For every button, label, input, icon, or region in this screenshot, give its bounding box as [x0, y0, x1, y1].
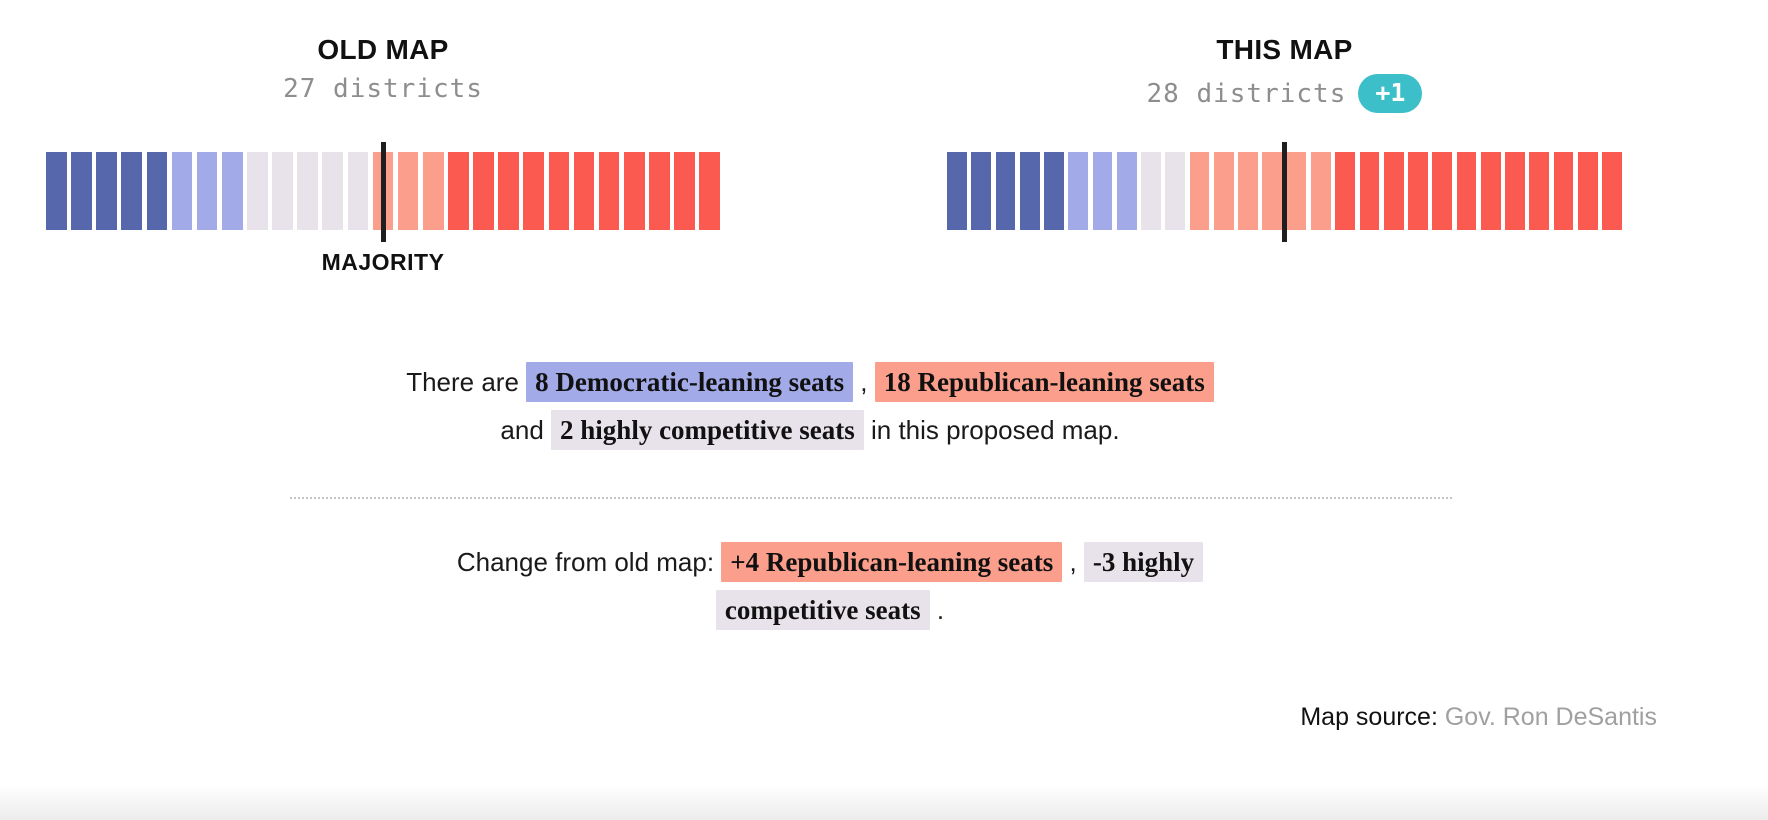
seat-bar-rep-strong [699, 152, 720, 230]
seat-bar-dem-strong [147, 152, 168, 230]
highlight-comp: -3 highly [1084, 542, 1203, 582]
seat-bar-rep-strong [1408, 152, 1428, 230]
seat-bar-dem-lean [1068, 152, 1088, 230]
majority-label: MAJORITY [321, 249, 445, 275]
old-map-seat-bars [46, 152, 720, 230]
plain-text: in this proposed map. [863, 415, 1120, 445]
seat-bar-competitive [247, 152, 268, 230]
seat-bar-dem-lean [172, 152, 193, 230]
map-source [1300, 703, 1657, 732]
highlight-comp: 2 highly competitive seats [551, 410, 864, 450]
seat-bar-dem-strong [96, 152, 117, 230]
seat-bar-rep-lean [398, 152, 419, 230]
seat-bar-rep-strong [1529, 152, 1549, 230]
seat-bar-rep-lean [1262, 152, 1282, 230]
seat-bar-rep-lean [1190, 152, 1210, 230]
map-source-value: Gov. Ron DeSantis [1437, 703, 1657, 731]
seat-bar-rep-strong [574, 152, 595, 230]
map-source-label: Map source: [1300, 703, 1438, 731]
seat-bar-rep-strong [498, 152, 519, 230]
plain-text: , [1062, 547, 1084, 577]
seat-bar-dem-strong [1020, 152, 1040, 230]
seat-bar-rep-lean [1287, 152, 1307, 230]
seat-bar-dem-strong [996, 152, 1016, 230]
seat-bar-rep-lean [1238, 152, 1258, 230]
seat-bar-rep-strong [1554, 152, 1574, 230]
plain-text: and [500, 415, 552, 445]
seat-bar-competitive [272, 152, 293, 230]
seat-summary-text [0, 358, 1620, 454]
change-summary-text [0, 538, 1660, 634]
seat-bar-dem-strong [971, 152, 991, 230]
seat-bar-competitive [297, 152, 318, 230]
seat-bar-rep-strong [473, 152, 494, 230]
highlight-comp: competitive seats [716, 590, 930, 630]
seat-bar-rep-strong [1481, 152, 1501, 230]
seat-bar-rep-strong [1578, 152, 1598, 230]
plain-text: Change from old map: [456, 547, 722, 577]
highlight-dem: 8 Democratic-leaning seats [526, 362, 853, 402]
seat-bar-competitive [1165, 152, 1185, 230]
seat-bar-rep-strong [1360, 152, 1380, 230]
this-map-chart [947, 34, 1622, 113]
plain-text: , [853, 367, 875, 397]
seat-bar-rep-strong [1432, 152, 1452, 230]
seat-bar-rep-strong [624, 152, 645, 230]
seat-bar-dem-strong [947, 152, 967, 230]
old-map-subtitle-row [46, 74, 720, 104]
seat-bar-rep-strong [1457, 152, 1477, 230]
this-map-subtitle-row [947, 74, 1622, 113]
seat-bar-dem-strong [121, 152, 142, 230]
seat-bar-rep-lean [423, 152, 444, 230]
seat-bar-rep-lean [1311, 152, 1331, 230]
seat-bar-rep-strong [1602, 152, 1622, 230]
this-map-seat-bars [947, 152, 1622, 230]
seat-bar-rep-lean [1214, 152, 1234, 230]
seat-bar-rep-strong [448, 152, 469, 230]
old-map-district-count: 27 districts [283, 74, 483, 104]
seat-bar-rep-strong [1335, 152, 1355, 230]
plain-text: . [929, 595, 945, 625]
district-change-badge: +1 [1358, 74, 1422, 113]
old-map-chart [46, 34, 720, 275]
highlight-rep: 18 Republican-leaning seats [875, 362, 1214, 402]
seat-bar-rep-strong [1384, 152, 1404, 230]
seat-bar-dem-strong [46, 152, 67, 230]
this-map-title: THIS MAP [1216, 34, 1353, 65]
seat-bar-rep-strong [1505, 152, 1525, 230]
seat-bar-rep-strong [649, 152, 670, 230]
seat-bar-competitive [322, 152, 343, 230]
seat-bar-rep-strong [523, 152, 544, 230]
old-map-title: OLD MAP [317, 34, 449, 65]
plain-text: There are [406, 367, 527, 397]
seat-bar-rep-strong [549, 152, 570, 230]
seat-bar-dem-lean [1093, 152, 1113, 230]
seat-bar-rep-strong [599, 152, 620, 230]
seat-bar-dem-lean [222, 152, 243, 230]
majority-line [381, 142, 386, 242]
seat-bar-dem-lean [197, 152, 218, 230]
seat-bar-dem-strong [1044, 152, 1064, 230]
seat-bar-rep-strong [674, 152, 695, 230]
seat-bar-dem-strong [71, 152, 92, 230]
majority-line [1282, 142, 1287, 242]
seat-bar-competitive [1141, 152, 1161, 230]
dotted-divider [290, 497, 1452, 499]
this-map-district-count: 28 districts [1146, 78, 1347, 109]
highlight-rep: +4 Republican-leaning seats [721, 542, 1062, 582]
seat-bar-dem-lean [1117, 152, 1137, 230]
bottom-scroll-fade [0, 784, 1768, 820]
seat-bar-competitive [348, 152, 369, 230]
